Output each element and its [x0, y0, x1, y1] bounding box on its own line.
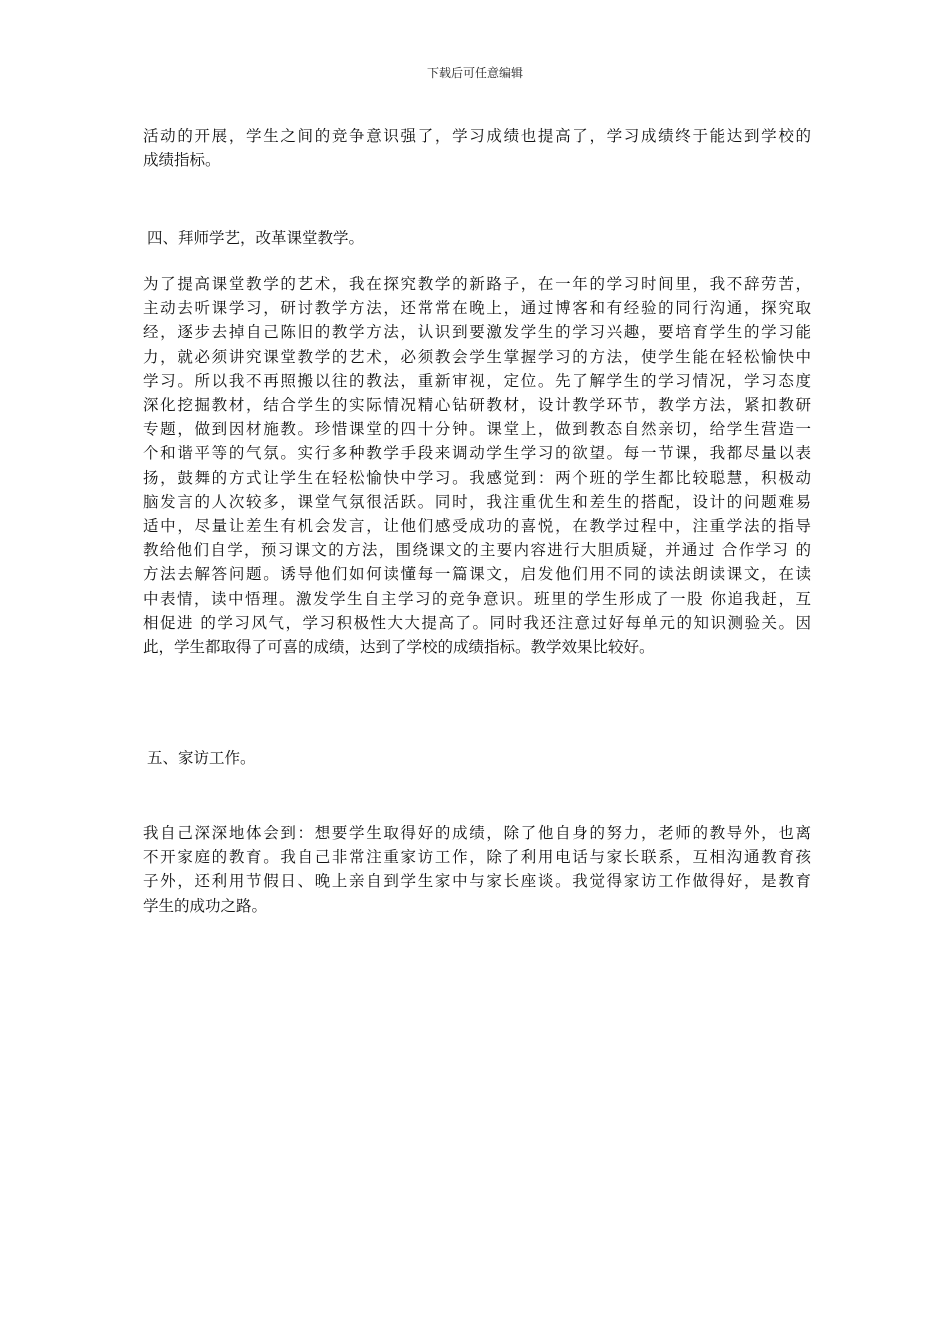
text-line: 不开家庭的教育。我自己非常注重家访工作，除了利用电话与家长联系，互相沟通教育孩 — [143, 848, 811, 867]
paragraph-teaching-reform — [143, 272, 811, 659]
text-line: 经，逐步去掉自己陈旧的教学方法，认识到要激发学生的学习兴趣，要培育学生的学习能 — [143, 323, 811, 342]
section-heading-5: 五、家访工作。 — [147, 749, 256, 767]
text-line: 活动的开展，学生之间的竞争意识强了，学习成绩也提高了，学习成绩终于能达到学校的 — [143, 127, 811, 145]
text-line: 成绩指标。 — [143, 151, 221, 170]
paragraph-intro-continuation — [143, 124, 811, 172]
text-line: 此，学生都取得了可喜的成绩，达到了学校的成绩指标。教学效果比较好。 — [143, 638, 655, 657]
text-line: 方法去解答问题。诱导他们如何读懂每一篇课文，启发他们用不同的读法朗读课文，在读 — [143, 565, 811, 584]
text-line: 教给他们自学，预习课文的方法，围绕课文的主要内容进行大胆质疑，并通过 合作学习 的 — [143, 541, 811, 560]
text-line: 我自己深深地体会到：想要学生取得好的成绩，除了他自身的努力，老师的教导外，也离 — [143, 824, 811, 842]
text-line: 学习。所以我不再照搬以往的教法，重新审视，定位。先了解学生的学习情况，学习态度 — [143, 371, 811, 390]
text-line: 相促进 的学习风气，学习积极性大大提高了。同时我还注意过好每单元的知识测验关。因 — [143, 613, 811, 632]
header-note: 下载后可任意编辑 — [426, 66, 523, 80]
text-line: 扬，鼓舞的方式让学生在轻松愉快中学习。我感觉到：两个班的学生都比较聪慧，积极动 — [143, 468, 811, 487]
text-line: 个和谐平等的气氛。实行多种教学手段来调动学生学习的欲望。每一节课，我都尽量以表 — [143, 444, 811, 463]
text-line: 专题，做到因材施教。珍惜课堂的四十分钟。课堂上，做到教态自然亲切，给学生营造一 — [143, 420, 811, 439]
paragraph-home-visits — [143, 821, 811, 918]
text-line: 为了提高课堂教学的艺术，我在探究教学的新路子，在一年的学习时间里，我不辞劳苦， — [143, 275, 811, 293]
text-line: 力，就必须讲究课堂教学的艺术，必须教会学生掌握学习的方法，使学生能在轻松愉快中 — [143, 347, 811, 366]
text-line: 深化挖掘教材，结合学生的实际情况精心钻研教材，设计教学环节，教学方法，紧扣教研 — [143, 396, 811, 415]
text-line: 适中，尽量让差生有机会发言，让他们感受成功的喜悦，在教学过程中，注重学法的指导 — [143, 517, 811, 536]
text-line: 中表情，读中悟理。激发学生自主学习的竞争意识。班里的学生形成了一股 你追我赶，互 — [143, 589, 811, 608]
section-heading-4: 四、拜师学艺，改革课堂教学。 — [147, 229, 365, 247]
text-line: 学生的成功之路。 — [143, 896, 268, 915]
text-line: 主动去听课学习，研讨教学方法，还常常在晚上，通过博客和有经验的同行沟通，探究取 — [143, 299, 811, 318]
text-line: 子外，还利用节假日、晚上亲自到学生家中与家长座谈。我觉得家访工作做得好，是教育 — [143, 872, 811, 891]
text-line: 脑发言的人次较多，课堂气氛很活跃。同时，我注重优生和差生的搭配，设计的问题难易 — [143, 492, 811, 511]
